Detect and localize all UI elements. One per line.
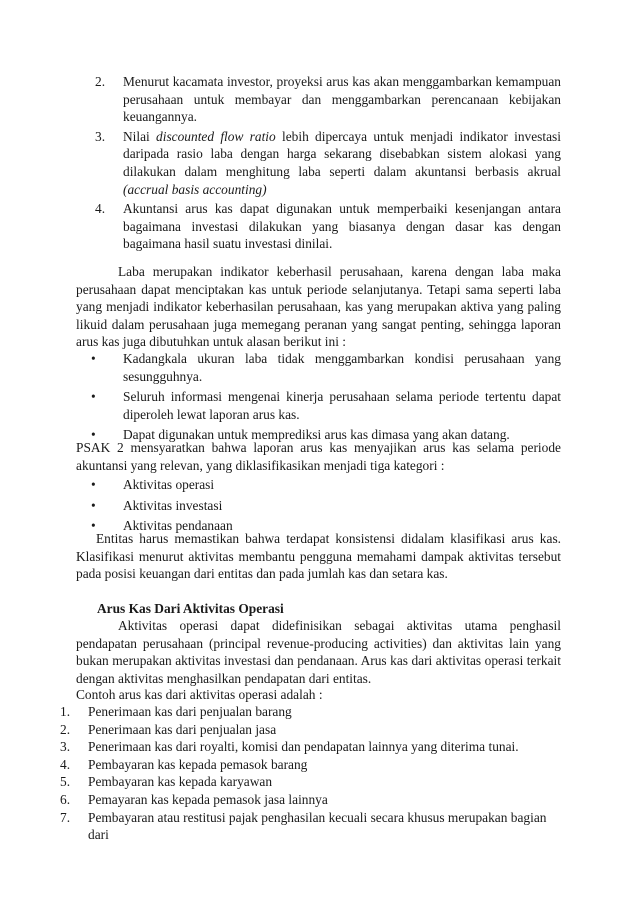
list-item <box>60 703 561 721</box>
bullet-item <box>88 350 561 385</box>
list-item-text: Penerimaan kas dari royalti, komisi dan pendapatan lainnya yang diterima tunai. <box>88 739 519 755</box>
bullet-symbol: • <box>91 497 96 513</box>
bullet-list-reasons <box>88 350 561 447</box>
italic-term: (accrual basis accounting) <box>123 181 267 197</box>
bullet-list-categories <box>88 476 561 538</box>
list-number: 2. <box>60 721 71 737</box>
list-item <box>60 738 561 756</box>
bullet-symbol: • <box>91 389 96 405</box>
list-number: 1. <box>60 704 71 719</box>
list-item-text: Pemayaran kas kepada pemasok jasa lainnya <box>88 791 328 807</box>
paragraph-operasi: Aktivitas operasi dapat didefinisikan sebagai aktivitas utama penghasil pendapatan perusahaan (principal revenue-producing activities) dan aktivitas lain yang bukan merupakan aktivitas investasi dan pendanaan. Arus kas dari aktivitas operasi terkait dengan aktivitas menghasilkan pendapatan dari entitas. <box>76 618 561 686</box>
bullet-text: Aktivitas operasi <box>123 477 215 492</box>
paragraph-contoh-intro: Contoh arus kas dari aktivitas operasi adalah : <box>76 687 323 702</box>
bullet-item <box>88 497 561 515</box>
bullet-text: Dapat digunakan untuk memprediksi arus kas dimasa yang akan datang. <box>123 427 510 443</box>
list-number: 3. <box>60 739 71 755</box>
bullet-item <box>88 476 561 494</box>
list-item <box>60 756 561 774</box>
list-number: 7. <box>60 809 71 825</box>
list-item <box>60 773 561 791</box>
list-number: 4. <box>60 756 71 772</box>
list-item-text: lebih dipercaya untuk menjadi indikator investasi daripada rasio laba dengan harga sekarang disebabkan sistem alokasi yang dilakukan dalam menghitung laba seperti dalam akuntansi berbasis akrual <box>123 128 561 179</box>
list-number: 5. <box>60 774 71 790</box>
list-number: 2. <box>95 74 106 89</box>
list-item-text: Pembayaran kas kepada pemasok barang <box>88 756 308 772</box>
bullet-symbol: • <box>91 518 96 534</box>
list-number: 4. <box>95 201 106 217</box>
list-item-text: Nilai <box>123 128 157 144</box>
bullet-text: Aktivitas pendanaan <box>123 518 233 534</box>
list-number: 6. <box>60 791 71 807</box>
paragraph-laba: Laba merupakan indikator keberhasil perusahaan, karena dengan laba maka perusahaan dapat menciptakan kas untuk periode selanjutanya. Tetapi sama seperti laba yang menjadi indikator keberhasilan perusahaan, kas yang merupakan aktiva yang paling likuid dalam perusahaan juga memegang peranan yang sangat penting, sehingga laporan arus kas juga dibutuhkan untuk alasan berikut ini : <box>76 264 561 350</box>
paragraph-psak: PSAK 2 mensyaratkan bahwa laporan arus kas menyajikan arus kas selama periode akuntansi yang relevan, yang diklasifikasikan menjadi tiga kategori : <box>76 440 561 473</box>
bullet-item <box>88 388 561 423</box>
list-number: 3. <box>95 128 106 144</box>
paragraph-entitas: Entitas harus memastikan bahwa terdapat konsistensi didalam klasifikasi arus kas. Klasifikasi menurut aktivitas membantu pengguna memahami dampak aktivitas tersebut pada posisi keuangan dari entitas dan pada jumlah kas dan setara kas. <box>76 531 561 582</box>
list-item <box>95 128 561 198</box>
numbered-list-examples <box>60 703 561 844</box>
italic-term: discounted flow ratio <box>156 128 276 144</box>
bullet-symbol: • <box>91 351 96 366</box>
numbered-list-top <box>95 73 561 255</box>
bullet-text: Kadangkala ukuran laba tidak menggambarkan kondisi perusahaan yang sesungguhnya. <box>123 351 561 384</box>
list-item <box>60 791 561 809</box>
list-item-text: Penerimaan kas dari penjualan jasa <box>88 721 277 737</box>
bullet-text: Seluruh informasi mengenai kinerja perusahaan selama periode tertentu dapat diperoleh lewat laporan arus kas. <box>123 389 561 422</box>
list-item-text: Menurut kacamata investor, proyeksi arus kas akan menggambarkan kemampuan perusahaan untuk membayar dan menggambarkan perencanaan kebijakan keuangannya. <box>123 74 561 125</box>
list-item <box>95 73 561 126</box>
list-item <box>60 721 561 739</box>
list-item <box>60 809 561 844</box>
list-item-text: Penerimaan kas dari penjualan barang <box>88 704 292 719</box>
bullet-symbol: • <box>91 427 96 443</box>
bullet-symbol: • <box>91 477 96 492</box>
list-item-text: Pembayaran kas kepada karyawan <box>88 774 273 790</box>
bullet-text: Aktivitas investasi <box>123 497 223 513</box>
list-item-text: Akuntansi arus kas dapat digunakan untuk memperbaiki kesenjangan antara bagaimana investasi dilakukan yang biasanya dengan dasar kas dengan bagaimana hasil suatu investasi dinilai. <box>123 201 561 252</box>
section-heading: Arus Kas Dari Aktivitas Operasi <box>97 601 284 616</box>
list-item <box>95 200 561 253</box>
list-item-text: Pembayaran atau restitusi pajak penghasilan kecuali secara khusus merupakan bagian dari <box>88 809 547 843</box>
